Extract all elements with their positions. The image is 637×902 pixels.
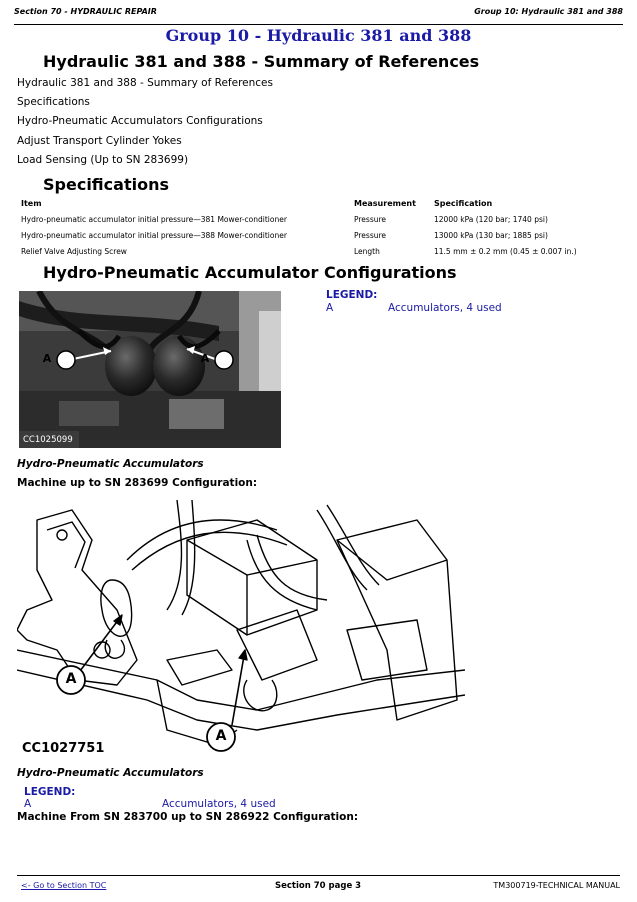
- config-1-heading: Machine up to SN 283699 Configuration:: [17, 477, 258, 489]
- reference-link-transport-yokes[interactable]: Adjust Transport Cylinder Yokes: [17, 135, 182, 147]
- header-group: Group 10: Hydraulic 381 and 388: [474, 7, 623, 16]
- spec-row-3-spec: 11.5 mm ± 0.2 mm (0.45 ± 0.007 in.): [434, 247, 577, 256]
- spec-row-1-spec: 12000 kPa (120 bar; 1740 psi): [434, 215, 548, 224]
- caption-1: Hydro-Pneumatic Accumulators: [17, 458, 204, 470]
- accumulator-heading: Hydro-Pneumatic Accumulator Configurations: [43, 263, 457, 282]
- legend-2-title: LEGEND:: [24, 786, 76, 798]
- reference-link-summary[interactable]: Hydraulic 381 and 388 - Summary of References: [17, 77, 273, 89]
- spec-row-3-measurement: Length: [354, 247, 380, 256]
- spec-col-item: Item: [21, 199, 42, 208]
- footer-manual: TM300719-TECHNICAL MANUAL: [493, 881, 620, 890]
- spec-row-2-spec: 13000 kPa (130 bar; 1885 psi): [434, 231, 548, 240]
- photo-callout-a-left: A: [42, 352, 52, 365]
- accumulator-photo: [19, 291, 281, 448]
- page-footer: [17, 875, 620, 891]
- section-toc-link[interactable]: <- Go to Section TOC: [21, 881, 107, 890]
- legend-2-text: Accumulators, 4 used: [162, 798, 276, 810]
- spec-row-3-item: Relief Valve Adjusting Screw: [21, 247, 127, 256]
- caption-2: Hydro-Pneumatic Accumulators: [17, 767, 204, 779]
- spec-row-1-measurement: Pressure: [354, 215, 387, 224]
- summary-heading: Hydraulic 381 and 388 - Summary of References: [43, 52, 480, 71]
- spec-row-2-item: Hydro-pneumatic accumulator initial pressure—388 Mower-conditioner: [21, 231, 287, 240]
- spec-col-measurement: Measurement: [354, 199, 416, 208]
- accumulator-line-drawing: [17, 500, 465, 760]
- legend-1-text: Accumulators, 4 used: [388, 302, 502, 314]
- reference-link-accumulators[interactable]: Hydro-Pneumatic Accumulators Configurations: [17, 115, 263, 127]
- footer-page: Section 70 page 3: [275, 881, 362, 891]
- spec-col-specification: Specification: [434, 199, 493, 208]
- group-title: Group 10 - Hydraulic 381 and 388: [165, 26, 472, 45]
- photo-callout-a-right: A: [200, 352, 210, 365]
- config-2-heading: Machine From SN 283700 up to SN 286922 Configuration:: [17, 811, 359, 823]
- spec-row-1-item: Hydro-pneumatic accumulator initial pressure—381 Mower-conditioner: [21, 215, 287, 224]
- drawing-id-label: CC1027751: [22, 741, 105, 756]
- drawing-callout-a-left: A: [65, 671, 77, 687]
- spec-row-2-measurement: Pressure: [354, 231, 387, 240]
- legend-1-title: LEGEND:: [326, 289, 378, 301]
- reference-link-load-sensing[interactable]: Load Sensing (Up to SN 283699): [17, 154, 189, 166]
- legend-1-key: A: [326, 302, 334, 314]
- page-header: [14, 0, 623, 25]
- reference-link-specifications[interactable]: Specifications: [17, 96, 90, 108]
- photo-id-label: CC1025099: [23, 435, 73, 445]
- header-section: Section 70 - HYDRAULIC REPAIR: [14, 7, 157, 16]
- drawing-callout-a-bottom: A: [215, 728, 227, 744]
- specifications-heading: Specifications: [43, 175, 169, 194]
- legend-2-key: A: [24, 798, 32, 810]
